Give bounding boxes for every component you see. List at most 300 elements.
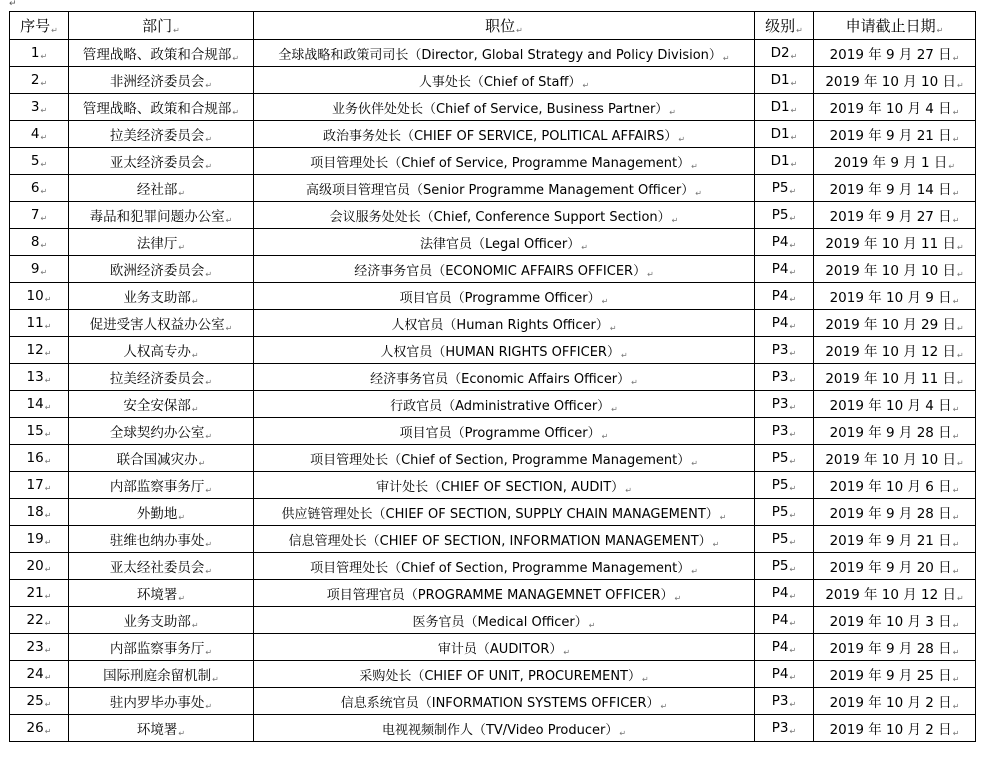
cell-position-text: 审计员（AUDITOR） bbox=[437, 641, 563, 657]
table-row bbox=[10, 553, 976, 580]
cell-position bbox=[254, 229, 755, 256]
cell-position bbox=[254, 283, 755, 310]
cell-department-text: 亚太经社委员会 bbox=[109, 560, 205, 576]
cell-department-text: 业务支助部 bbox=[123, 614, 191, 630]
cell-end-mark-icon: ↵ bbox=[609, 323, 617, 333]
cell-end-mark-icon: ↵ bbox=[40, 187, 48, 196]
table-row bbox=[10, 229, 976, 256]
cell-department bbox=[69, 364, 254, 391]
cell-end-mark-icon: ↵ bbox=[40, 52, 48, 61]
cell-department bbox=[69, 40, 254, 67]
cell-end-mark-icon: ↵ bbox=[611, 404, 618, 414]
cell-position-text: 项目管理处长（Chief of Section, Programme Management） bbox=[310, 560, 691, 576]
cell-no bbox=[10, 229, 69, 256]
cell-end-mark-icon: ↵ bbox=[956, 81, 964, 90]
cell-position-text: 政治事务处长（CHIEF OF SERVICE, POLITICAL AFFAIRS） bbox=[322, 128, 678, 144]
cell-deadline-text: 2019 年 10 月 11 日 bbox=[825, 236, 956, 252]
cell-end-mark-icon: ↵ bbox=[790, 133, 798, 142]
cell-position-text: 经济事务官员（Economic Affairs Officer） bbox=[370, 371, 631, 387]
cell-end-mark-icon: ↵ bbox=[712, 539, 720, 549]
cell-position-text: 供应链管理处长（CHIEF OF SECTION, SUPPLY CHAIN MANAGEMENT） bbox=[281, 506, 719, 522]
header-deadline: 申请截止日期↵ bbox=[814, 12, 976, 40]
cell-level bbox=[755, 94, 814, 121]
table-row bbox=[10, 94, 976, 121]
cell-position bbox=[254, 148, 755, 175]
cell-end-mark-icon: ↵ bbox=[647, 269, 654, 279]
table-header-row bbox=[10, 12, 976, 40]
cell-department bbox=[69, 634, 254, 661]
cell-level bbox=[755, 283, 814, 310]
cell-no bbox=[10, 688, 69, 715]
cell-end-mark-icon: ↵ bbox=[44, 484, 52, 493]
cell-department bbox=[69, 661, 254, 688]
cell-level bbox=[755, 553, 814, 580]
cell-deadline bbox=[814, 337, 976, 364]
cell-no-text: 24 bbox=[26, 666, 44, 682]
cell-end-mark-icon: ↵ bbox=[789, 673, 797, 682]
cell-no bbox=[10, 256, 69, 283]
cell-department bbox=[69, 391, 254, 418]
cell-end-mark-icon: ↵ bbox=[952, 432, 960, 441]
cell-level-text: P5 bbox=[771, 558, 789, 574]
cell-no bbox=[10, 526, 69, 553]
table-row bbox=[10, 148, 976, 175]
cell-no-text: 13 bbox=[26, 369, 44, 385]
cell-end-mark-icon: ↵ bbox=[44, 565, 52, 574]
table-row bbox=[10, 391, 976, 418]
job-vacancy-table bbox=[9, 11, 976, 742]
cell-position bbox=[254, 40, 755, 67]
cell-end-mark-icon: ↵ bbox=[719, 512, 727, 522]
cell-department bbox=[69, 418, 254, 445]
cell-deadline-text: 2019 年 10 月 10 日 bbox=[825, 263, 956, 279]
cell-end-mark-icon: ↵ bbox=[789, 565, 797, 574]
cell-end-mark-icon: ↵ bbox=[44, 700, 52, 709]
cell-deadline bbox=[814, 229, 976, 256]
cell-end-mark-icon: ↵ bbox=[44, 538, 52, 547]
cell-end-mark-icon: ↵ bbox=[952, 54, 960, 63]
cell-level-text: P3 bbox=[771, 720, 789, 736]
cell-level bbox=[755, 310, 814, 337]
cell-no-text: 10 bbox=[26, 288, 44, 304]
cell-no-text: 22 bbox=[26, 612, 44, 628]
cell-end-mark-icon: ↵ bbox=[232, 54, 240, 63]
cell-end-mark-icon: ↵ bbox=[722, 53, 730, 63]
cell-no bbox=[10, 445, 69, 472]
cell-deadline-text: 2019 年 10 月 12 日 bbox=[825, 344, 956, 360]
cell-department-text: 国际刑庭余留机制 bbox=[103, 668, 212, 684]
cell-end-mark-icon: ↵ bbox=[952, 135, 960, 144]
cell-position-text: 经济事务官员（ECONOMIC AFFAIRS OFFICER） bbox=[354, 263, 647, 279]
cell-position-text: 行政官员（Administrative Officer） bbox=[390, 398, 611, 414]
cell-end-mark-icon: ↵ bbox=[582, 80, 590, 90]
cell-end-mark-icon: ↵ bbox=[40, 160, 48, 169]
cell-end-mark-icon: ↵ bbox=[790, 106, 798, 115]
cell-position bbox=[254, 445, 755, 472]
cell-department bbox=[69, 715, 254, 742]
cell-no-text: 9 bbox=[30, 261, 40, 277]
table-row bbox=[10, 40, 976, 67]
cell-deadline bbox=[814, 715, 976, 742]
cell-deadline-text: 2019 年 10 月 4 日 bbox=[829, 398, 952, 414]
cell-end-mark-icon: ↵ bbox=[789, 727, 797, 736]
cell-deadline-text: 2019 年 10 月 2 日 bbox=[829, 722, 952, 738]
table-row bbox=[10, 202, 976, 229]
cell-department bbox=[69, 310, 254, 337]
cell-no bbox=[10, 634, 69, 661]
cell-department-text: 内部监察事务厅 bbox=[109, 641, 205, 657]
cell-level-text: P4 bbox=[771, 585, 789, 601]
cell-end-mark-icon: ↵ bbox=[952, 216, 960, 225]
cell-end-mark-icon: ↵ bbox=[695, 188, 702, 198]
table-row bbox=[10, 688, 976, 715]
cell-department bbox=[69, 283, 254, 310]
table-row bbox=[10, 310, 976, 337]
cell-position bbox=[254, 472, 755, 499]
cell-position bbox=[254, 634, 755, 661]
cell-end-mark-icon: ↵ bbox=[44, 619, 52, 628]
cell-end-mark-icon: ↵ bbox=[641, 674, 649, 684]
cell-position-text: 信息系统官员（INFORMATION SYSTEMS OFFICER） bbox=[340, 695, 660, 711]
cell-end-mark-icon: ↵ bbox=[173, 26, 180, 35]
cell-position bbox=[254, 256, 755, 283]
cell-end-mark-icon: ↵ bbox=[191, 297, 199, 306]
cell-level-text: P5 bbox=[771, 450, 789, 466]
cell-no bbox=[10, 283, 69, 310]
cell-position-text: 人事处长（Chief of Staff） bbox=[418, 74, 582, 90]
cell-end-mark-icon: ↵ bbox=[952, 405, 960, 414]
cell-end-mark-icon: ↵ bbox=[956, 459, 964, 468]
cell-end-mark-icon: ↵ bbox=[789, 322, 797, 331]
cell-end-mark-icon: ↵ bbox=[178, 594, 186, 603]
cell-deadline bbox=[814, 607, 976, 634]
cell-no bbox=[10, 175, 69, 202]
cell-no-text: 3 bbox=[30, 99, 40, 115]
cell-position bbox=[254, 175, 755, 202]
cell-end-mark-icon: ↵ bbox=[789, 376, 797, 385]
cell-end-mark-icon: ↵ bbox=[789, 484, 797, 493]
cell-position bbox=[254, 499, 755, 526]
cell-deadline bbox=[814, 364, 976, 391]
cell-deadline bbox=[814, 256, 976, 283]
cell-end-mark-icon: ↵ bbox=[44, 673, 52, 682]
cell-department-text: 毒品和犯罪问题办公室 bbox=[89, 209, 225, 225]
cell-position bbox=[254, 67, 755, 94]
cell-position bbox=[254, 364, 755, 391]
cell-department-text: 经社部 bbox=[136, 182, 178, 198]
cell-end-mark-icon: ↵ bbox=[956, 324, 964, 333]
cell-no bbox=[10, 121, 69, 148]
cell-level bbox=[755, 499, 814, 526]
cell-deadline-text: 2019 年 10 月 10 日 bbox=[825, 74, 956, 90]
cell-level-text: P4 bbox=[771, 666, 789, 682]
cell-position bbox=[254, 121, 755, 148]
cell-position-text: 人权官员（Human Rights Officer） bbox=[391, 317, 609, 333]
cell-deadline bbox=[814, 283, 976, 310]
table-row bbox=[10, 337, 976, 364]
cell-end-mark-icon: ↵ bbox=[44, 349, 52, 358]
cell-department bbox=[69, 688, 254, 715]
cell-no-text: 7 bbox=[30, 207, 40, 223]
cell-department bbox=[69, 202, 254, 229]
cell-deadline bbox=[814, 688, 976, 715]
cell-department-text: 驻内罗毕办事处 bbox=[109, 695, 205, 711]
cell-no bbox=[10, 607, 69, 634]
cell-position bbox=[254, 553, 755, 580]
cell-level bbox=[755, 229, 814, 256]
cell-department bbox=[69, 148, 254, 175]
cell-deadline bbox=[814, 472, 976, 499]
cell-department bbox=[69, 337, 254, 364]
cell-deadline bbox=[814, 310, 976, 337]
cell-end-mark-icon: ↵ bbox=[198, 459, 206, 468]
cell-end-mark-icon: ↵ bbox=[44, 376, 52, 385]
cell-level bbox=[755, 256, 814, 283]
cell-no-text: 1 bbox=[30, 45, 40, 61]
cell-end-mark-icon: ↵ bbox=[789, 403, 797, 412]
cell-end-mark-icon: ↵ bbox=[620, 350, 628, 360]
cell-end-mark-icon: ↵ bbox=[789, 268, 797, 277]
cell-deadline bbox=[814, 445, 976, 472]
cell-position bbox=[254, 580, 755, 607]
cell-end-mark-icon: ↵ bbox=[956, 378, 964, 387]
cell-end-mark-icon: ↵ bbox=[789, 430, 797, 439]
cell-end-mark-icon: ↵ bbox=[789, 511, 797, 520]
table-row bbox=[10, 256, 976, 283]
cell-end-mark-icon: ↵ bbox=[936, 26, 944, 35]
cell-department-text: 内部监察事务厅 bbox=[109, 479, 205, 495]
cell-end-mark-icon: ↵ bbox=[44, 322, 52, 331]
cell-end-mark-icon: ↵ bbox=[232, 108, 240, 117]
cell-deadline-text: 2019 年 10 月 9 日 bbox=[829, 290, 952, 306]
cell-department bbox=[69, 499, 254, 526]
cell-deadline-text: 2019 年 10 月 29 日 bbox=[825, 317, 956, 333]
cell-deadline bbox=[814, 148, 976, 175]
cell-position-text: 项目官员（Programme Officer） bbox=[399, 425, 601, 441]
cell-end-mark-icon: ↵ bbox=[191, 405, 199, 414]
cell-deadline-text: 2019 年 9 月 14 日 bbox=[829, 182, 952, 198]
cell-level-text: D1 bbox=[770, 99, 790, 115]
cell-no bbox=[10, 94, 69, 121]
cell-department bbox=[69, 472, 254, 499]
cell-level-text: P5 bbox=[771, 180, 789, 196]
cell-position-text: 采购处长（CHIEF OF UNIT, PROCUREMENT） bbox=[359, 668, 641, 684]
cell-end-mark-icon: ↵ bbox=[178, 513, 186, 522]
cell-end-mark-icon: ↵ bbox=[952, 621, 960, 630]
cell-no bbox=[10, 67, 69, 94]
cell-level-text: P3 bbox=[771, 423, 789, 439]
cell-department-text: 拉美经济委员会 bbox=[109, 128, 205, 144]
cell-department bbox=[69, 229, 254, 256]
cell-end-mark-icon: ↵ bbox=[44, 511, 52, 520]
cell-no-text: 18 bbox=[26, 504, 44, 520]
cell-no bbox=[10, 310, 69, 337]
cell-no-text: 2 bbox=[30, 72, 40, 88]
table-row bbox=[10, 67, 976, 94]
cell-position-text: 高级项目管理官员（Senior Programme Management Officer） bbox=[306, 182, 695, 198]
cell-level-text: P4 bbox=[771, 315, 789, 331]
cell-end-mark-icon: ↵ bbox=[44, 646, 52, 655]
cell-deadline bbox=[814, 121, 976, 148]
cell-end-mark-icon: ↵ bbox=[691, 161, 698, 171]
table-row bbox=[10, 661, 976, 688]
cell-end-mark-icon: ↵ bbox=[205, 432, 213, 441]
cell-no bbox=[10, 337, 69, 364]
cell-end-mark-icon: ↵ bbox=[205, 486, 213, 495]
header-level: 级别↵ bbox=[755, 12, 814, 40]
cell-position bbox=[254, 418, 755, 445]
cell-end-mark-icon: ↵ bbox=[691, 458, 698, 468]
cell-end-mark-icon: ↵ bbox=[205, 648, 213, 657]
cell-position-text: 人权官员（HUMAN RIGHTS OFFICER） bbox=[380, 344, 620, 360]
cell-department bbox=[69, 445, 254, 472]
cell-no bbox=[10, 418, 69, 445]
table-row bbox=[10, 283, 976, 310]
cell-end-mark-icon: ↵ bbox=[225, 216, 233, 225]
cell-position-text: 信息管理处长（CHIEF OF SECTION, INFORMATION MANAGEMENT） bbox=[288, 533, 712, 549]
cell-position bbox=[254, 202, 755, 229]
cell-position-text: 项目官员（Programme Officer） bbox=[399, 290, 601, 306]
cell-end-mark-icon: ↵ bbox=[40, 106, 48, 115]
cell-level bbox=[755, 391, 814, 418]
cell-end-mark-icon: ↵ bbox=[191, 351, 199, 360]
cell-end-mark-icon: ↵ bbox=[669, 107, 676, 117]
cell-position bbox=[254, 661, 755, 688]
header-department: 部门↵ bbox=[69, 12, 254, 40]
cell-level bbox=[755, 364, 814, 391]
table-row bbox=[10, 418, 976, 445]
cell-end-mark-icon: ↵ bbox=[956, 351, 964, 360]
cell-end-mark-icon: ↵ bbox=[205, 162, 213, 171]
table-row bbox=[10, 472, 976, 499]
cell-level bbox=[755, 715, 814, 742]
cell-position-text: 业务伙伴处处长（Chief of Service, Business Partner） bbox=[331, 101, 669, 117]
cell-end-mark-icon: ↵ bbox=[956, 594, 964, 603]
table-row bbox=[10, 607, 976, 634]
cell-end-mark-icon: ↵ bbox=[205, 135, 213, 144]
cell-end-mark-icon: ↵ bbox=[691, 566, 698, 576]
cell-level bbox=[755, 175, 814, 202]
table-row bbox=[10, 526, 976, 553]
cell-department-text: 亚太经济委员会 bbox=[109, 155, 205, 171]
cell-position bbox=[254, 310, 755, 337]
cell-department-text: 联合国减灾办 bbox=[116, 452, 198, 468]
cell-position-text: 项目管理处长（Chief of Section, Programme Management） bbox=[310, 452, 691, 468]
cell-department-text: 环境署 bbox=[136, 722, 178, 738]
cell-end-mark-icon: ↵ bbox=[588, 620, 596, 630]
cell-deadline-text: 2019 年 10 月 3 日 bbox=[829, 614, 952, 630]
cell-department bbox=[69, 175, 254, 202]
cell-department-text: 驻维也纳办事处 bbox=[109, 533, 205, 549]
cell-end-mark-icon: ↵ bbox=[212, 675, 219, 684]
cell-deadline bbox=[814, 553, 976, 580]
cell-position bbox=[254, 688, 755, 715]
cell-end-mark-icon: ↵ bbox=[790, 79, 798, 88]
cell-deadline bbox=[814, 418, 976, 445]
cell-department bbox=[69, 553, 254, 580]
cell-deadline-text: 2019 年 9 月 21 日 bbox=[829, 533, 952, 549]
cell-position bbox=[254, 526, 755, 553]
cell-level-text: P4 bbox=[771, 234, 789, 250]
cell-end-mark-icon: ↵ bbox=[789, 700, 797, 709]
cell-deadline bbox=[814, 40, 976, 67]
cell-level-text: P3 bbox=[771, 396, 789, 412]
cell-end-mark-icon: ↵ bbox=[44, 430, 52, 439]
cell-no-text: 14 bbox=[26, 396, 44, 412]
cell-level-text: P3 bbox=[771, 693, 789, 709]
cell-deadline bbox=[814, 94, 976, 121]
cell-no-text: 12 bbox=[26, 342, 44, 358]
cell-no bbox=[10, 364, 69, 391]
cell-level bbox=[755, 121, 814, 148]
cell-end-mark-icon: ↵ bbox=[956, 243, 964, 252]
cell-department bbox=[69, 607, 254, 634]
cell-position bbox=[254, 337, 755, 364]
cell-end-mark-icon: ↵ bbox=[952, 729, 960, 738]
cell-position bbox=[254, 94, 755, 121]
cell-no-text: 4 bbox=[30, 126, 40, 142]
cell-no-text: 16 bbox=[26, 450, 44, 466]
cell-end-mark-icon: ↵ bbox=[225, 324, 233, 333]
cell-level-text: P3 bbox=[771, 369, 789, 385]
table-row bbox=[10, 715, 976, 742]
cell-deadline-text: 2019 年 9 月 20 日 bbox=[829, 560, 952, 576]
cell-end-mark-icon: ↵ bbox=[789, 538, 797, 547]
cell-no bbox=[10, 499, 69, 526]
cell-no bbox=[10, 580, 69, 607]
cell-end-mark-icon: ↵ bbox=[40, 79, 48, 88]
cell-level bbox=[755, 472, 814, 499]
cell-end-mark-icon: ↵ bbox=[44, 457, 52, 466]
cell-deadline-text: 2019 年 9 月 1 日 bbox=[833, 155, 948, 171]
cell-deadline bbox=[814, 580, 976, 607]
cell-level bbox=[755, 661, 814, 688]
cell-department bbox=[69, 67, 254, 94]
cell-level bbox=[755, 688, 814, 715]
cell-level bbox=[755, 607, 814, 634]
cell-position-text: 全球战略和政策司司长（Director, Global Strategy and Policy Division） bbox=[278, 47, 722, 63]
cell-deadline-text: 2019 年 10 月 12 日 bbox=[825, 587, 956, 603]
table-row bbox=[10, 175, 976, 202]
cell-no bbox=[10, 661, 69, 688]
cell-deadline-text: 2019 年 10 月 6 日 bbox=[829, 479, 952, 495]
paragraph-mark-icon: ↵ bbox=[9, 0, 17, 9]
cell-end-mark-icon: ↵ bbox=[678, 134, 686, 144]
cell-end-mark-icon: ↵ bbox=[631, 377, 638, 387]
cell-level-text: P4 bbox=[771, 261, 789, 277]
cell-level bbox=[755, 202, 814, 229]
cell-end-mark-icon: ↵ bbox=[205, 378, 213, 387]
cell-end-mark-icon: ↵ bbox=[601, 296, 609, 306]
cell-end-mark-icon: ↵ bbox=[952, 567, 960, 576]
cell-no-text: 11 bbox=[26, 315, 44, 331]
cell-end-mark-icon: ↵ bbox=[178, 189, 186, 198]
cell-position-text: 会议服务处处长（Chief, Conference Support Section） bbox=[329, 209, 671, 225]
cell-no bbox=[10, 715, 69, 742]
cell-end-mark-icon: ↵ bbox=[790, 160, 798, 169]
cell-level-text: P5 bbox=[771, 207, 789, 223]
cell-level-text: D1 bbox=[770, 72, 790, 88]
cell-department-text: 安全安保部 bbox=[123, 398, 191, 414]
cell-level bbox=[755, 580, 814, 607]
cell-level-text: D1 bbox=[770, 126, 790, 142]
cell-no bbox=[10, 40, 69, 67]
cell-no-text: 25 bbox=[26, 693, 44, 709]
cell-department-text: 人权高专办 bbox=[123, 344, 191, 360]
cell-end-mark-icon: ↵ bbox=[952, 702, 960, 711]
cell-end-mark-icon: ↵ bbox=[671, 215, 679, 225]
cell-deadline-text: 2019 年 9 月 28 日 bbox=[829, 425, 952, 441]
